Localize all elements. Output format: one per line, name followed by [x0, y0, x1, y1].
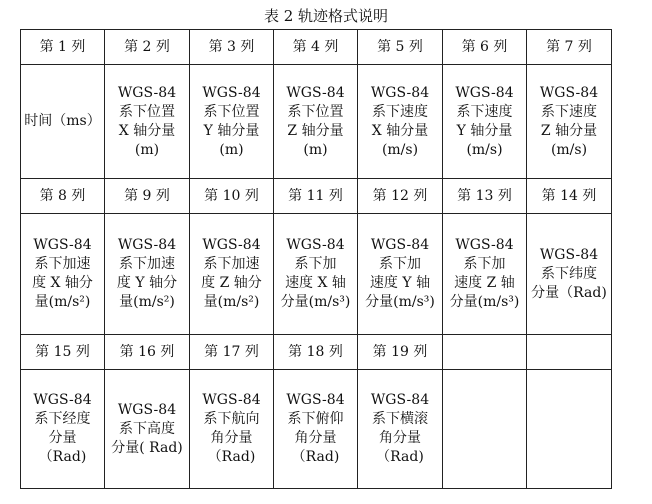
column-description: WGS-84 系下纬度 分量（Rad) [527, 214, 612, 335]
column-description: WGS-84 系下俯仰 角分量 （Rad) [274, 370, 358, 489]
description-row-1 [21, 65, 612, 179]
trajectory-format-table [20, 29, 612, 489]
column-description: WGS-84 系下加 速度 Y 轴 分量(m/s³) [358, 214, 443, 335]
empty-cell [527, 370, 612, 489]
column-description: WGS-84 系下加 速度 Z 轴 分量(m/s³) [443, 214, 527, 335]
column-header: 第 4 列 [274, 30, 358, 65]
column-header: 第 12 列 [358, 179, 443, 214]
column-header: 第 1 列 [21, 30, 105, 65]
column-header: 第 3 列 [190, 30, 274, 65]
column-header: 第 17 列 [190, 335, 274, 370]
empty-cell [443, 335, 527, 370]
table-caption: 表 2 轨迹格式说明 [263, 7, 389, 25]
column-description: WGS-84 系下速度 X 轴分量 (m/s) [358, 65, 443, 179]
header-row-3 [21, 335, 612, 370]
column-header: 第 15 列 [21, 335, 105, 370]
description-row-3 [21, 370, 612, 489]
column-header: 第 13 列 [443, 179, 527, 214]
column-description: WGS-84 系下横滚 角分量 （Rad) [358, 370, 443, 489]
column-header: 第 9 列 [105, 179, 190, 214]
header-row-2 [21, 179, 612, 214]
column-description: WGS-84 系下加速 度 X 轴分 量(m/s²) [21, 214, 105, 335]
column-description: WGS-84 系下速度 Y 轴分量 (m/s) [443, 65, 527, 179]
column-header: 第 18 列 [274, 335, 358, 370]
column-header: 第 7 列 [527, 30, 612, 65]
empty-cell [443, 370, 527, 489]
column-description: WGS-84 系下位置 Y 轴分量 (m) [190, 65, 274, 179]
description-row-2 [21, 214, 612, 335]
column-description: WGS-84 系下高度 分量( Rad) [105, 370, 190, 489]
column-description: WGS-84 系下位置 X 轴分量 (m) [105, 65, 190, 179]
column-header: 第 2 列 [105, 30, 190, 65]
column-description: WGS-84 系下航向 角分量 （Rad) [190, 370, 274, 489]
column-header: 第 14 列 [527, 179, 612, 214]
column-description: WGS-84 系下经度 分量 （Rad) [21, 370, 105, 489]
column-description: 时间（ms） [21, 65, 105, 179]
column-header: 第 11 列 [274, 179, 358, 214]
header-row-1 [21, 30, 612, 65]
column-description: WGS-84 系下加速 度 Y 轴分 量(m/s²) [105, 214, 190, 335]
column-header: 第 16 列 [105, 335, 190, 370]
column-header: 第 8 列 [21, 179, 105, 214]
column-header: 第 6 列 [443, 30, 527, 65]
column-header: 第 10 列 [190, 179, 274, 214]
column-header: 第 19 列 [358, 335, 443, 370]
empty-cell [527, 335, 612, 370]
column-description: WGS-84 系下速度 Z 轴分量 (m/s) [527, 65, 612, 179]
column-description: WGS-84 系下位置 Z 轴分量 (m) [274, 65, 358, 179]
column-header: 第 5 列 [358, 30, 443, 65]
column-description: WGS-84 系下加 速度 X 轴 分量(m/s³) [274, 214, 358, 335]
column-description: WGS-84 系下加速 度 Z 轴分 量(m/s²) [190, 214, 274, 335]
